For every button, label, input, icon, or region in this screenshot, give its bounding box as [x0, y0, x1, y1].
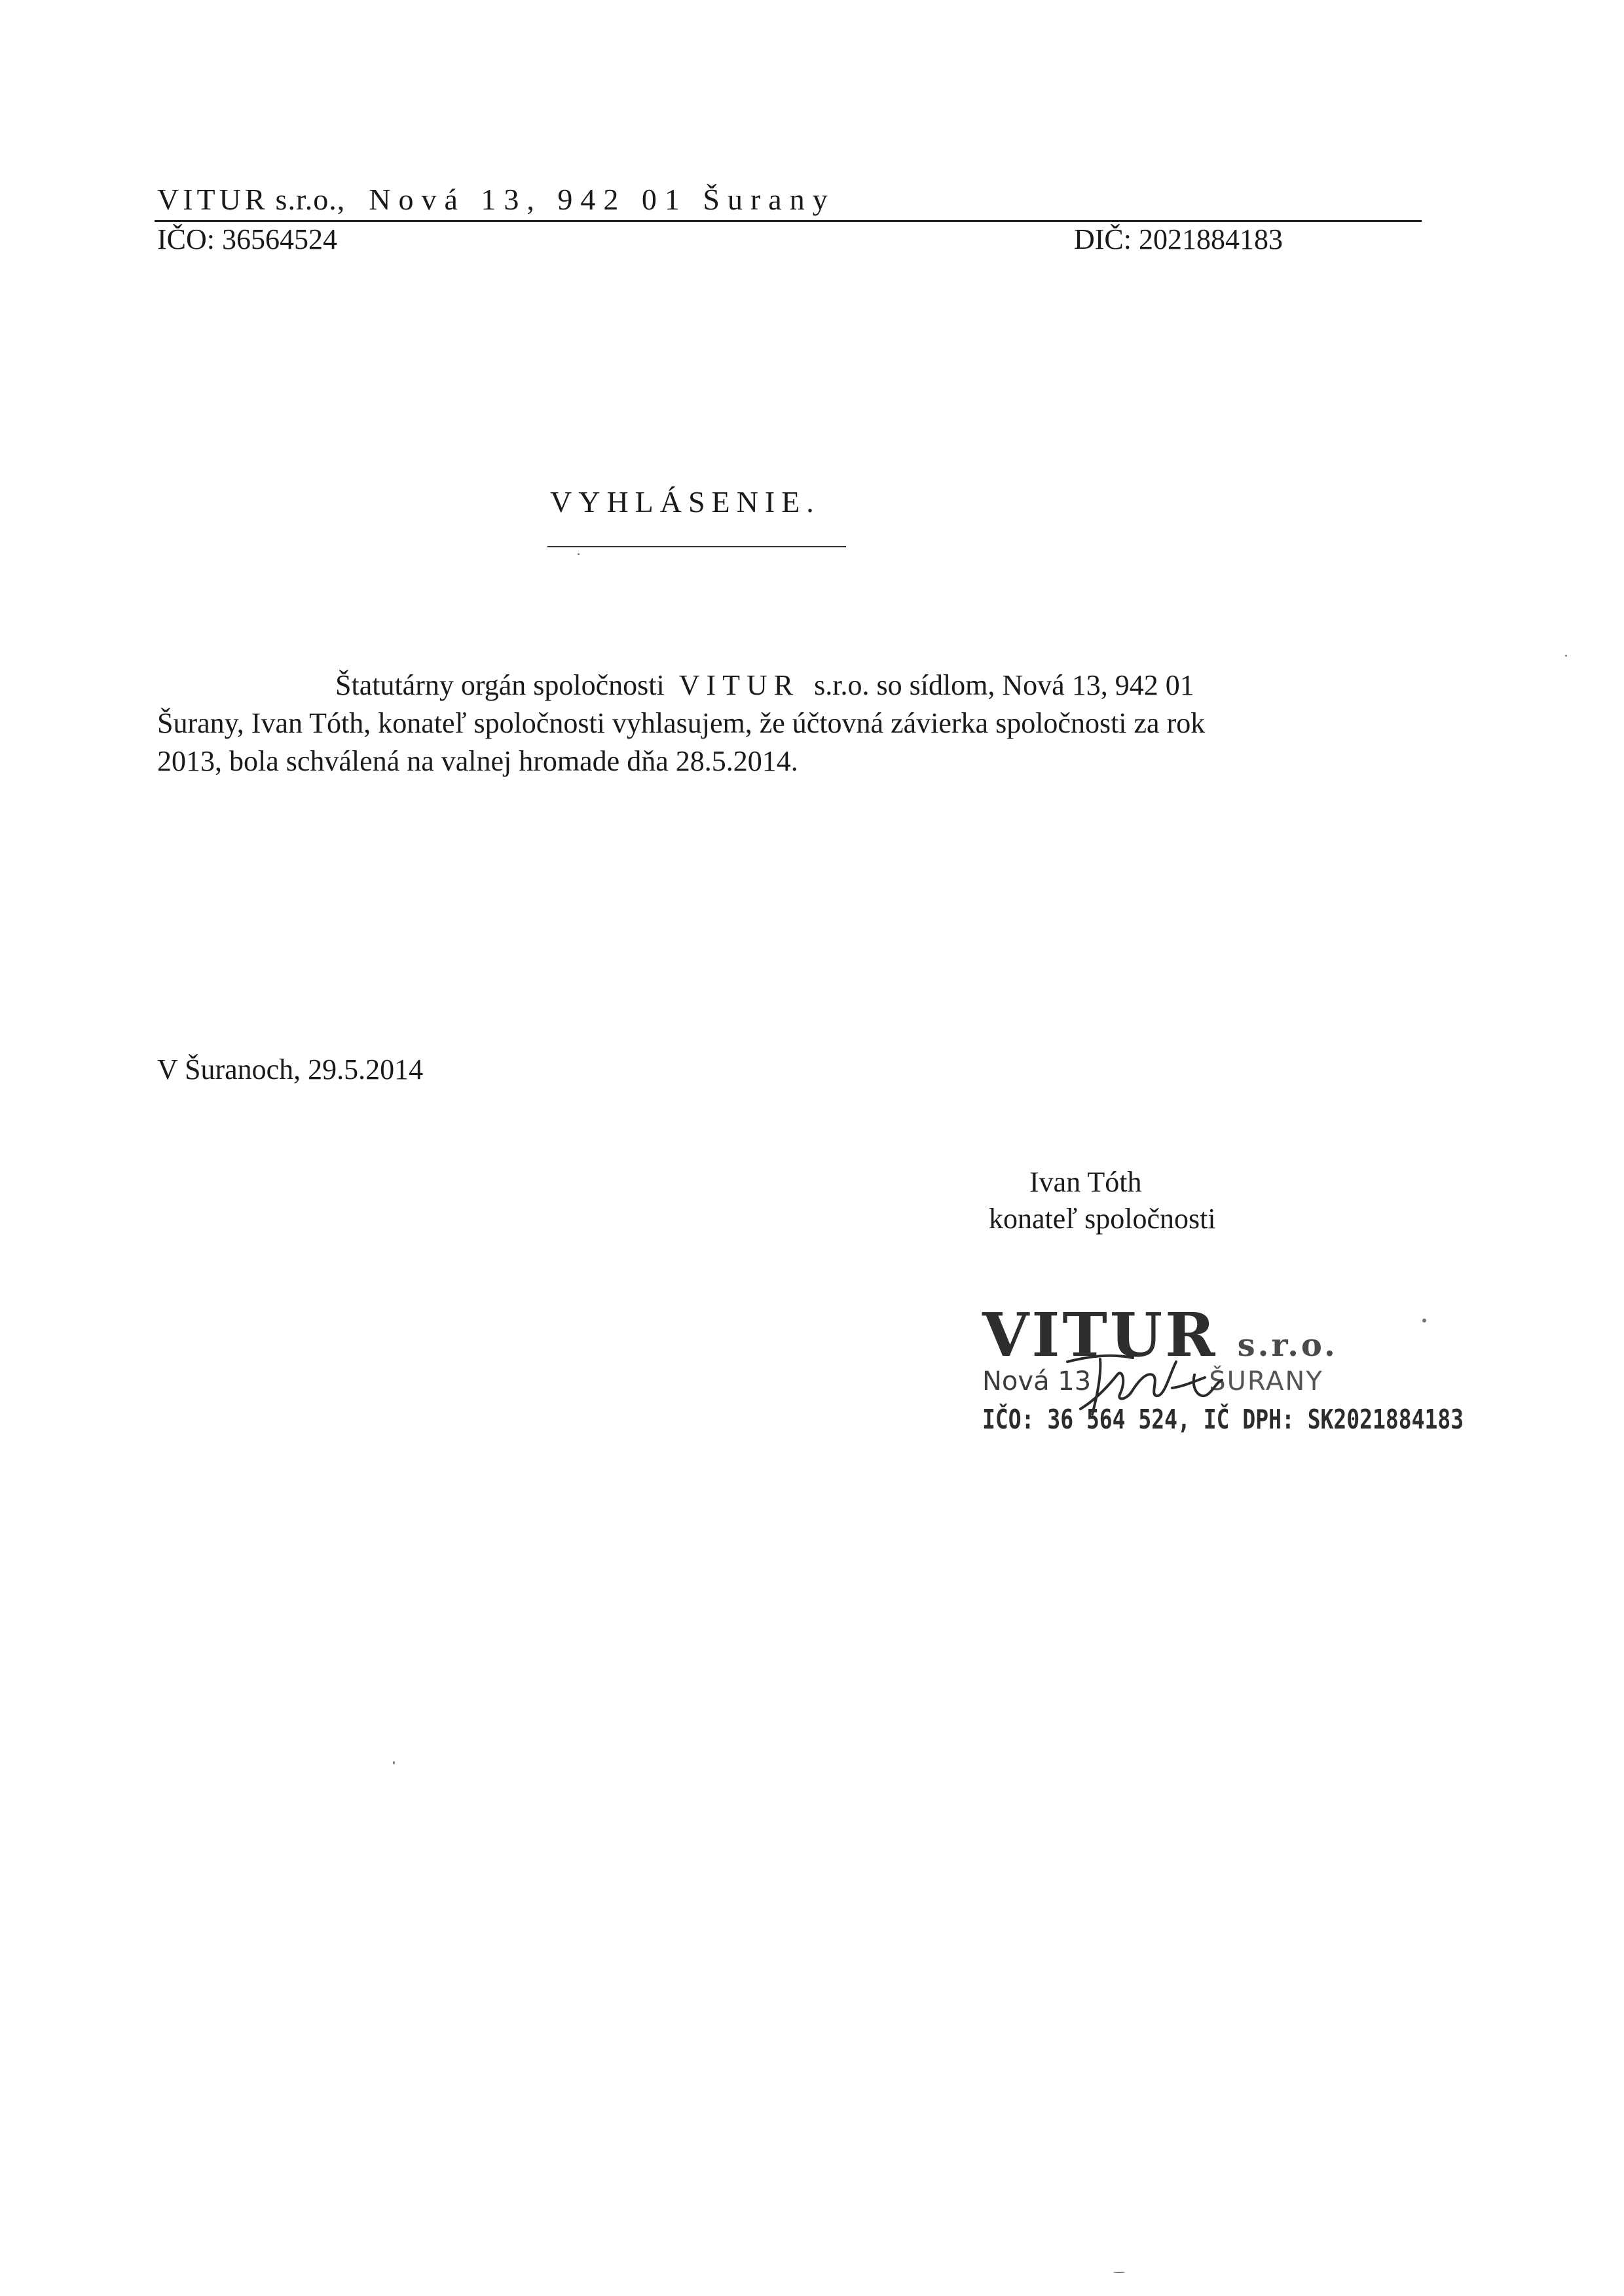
signatory-name: Ivan Tóth: [1029, 1166, 1142, 1198]
letterhead-dic: DIČ: 2021884183: [1074, 223, 1283, 255]
scan-speck: [1565, 655, 1567, 657]
stamp-street: Nová 13: [982, 1366, 1092, 1396]
handwritten-signature: [1054, 1349, 1251, 1421]
scan-speck: [1113, 2272, 1125, 2273]
scan-speck: [393, 1761, 395, 1764]
scan-speck: [578, 553, 580, 555]
letterhead-ico: IČO: 36564524: [157, 223, 337, 255]
document-title: VYHLÁSENIE.: [550, 485, 821, 519]
stamp-city: ŠURANY: [1209, 1366, 1323, 1396]
scan-speck: [1422, 1319, 1426, 1322]
paragraph-line-1-start: Štatutárny orgán spoločnosti: [335, 669, 665, 701]
paragraph-line-1-end: s.r.o. so sídlom, Nová 13, 942 01: [814, 669, 1194, 701]
stamp-ids: IČO: 36 564 524, IČ DPH: SK2021884183: [982, 1403, 1464, 1435]
place-and-date: V Šuranoch, 29.5.2014: [157, 1053, 424, 1085]
paragraph-line-3: 2013, bola schválená na valnej hromade dňa 28.5.2014.: [157, 745, 798, 777]
declaration-paragraph: [157, 666, 1401, 780]
letterhead-legal-form: s.r.o.,: [275, 183, 346, 216]
signatory-role: konateľ spoločnosti: [989, 1203, 1216, 1235]
paragraph-line-1: [157, 666, 1401, 704]
paragraph-line-2: Šurany, Ivan Tóth, konateľ spoločnosti vyhlasujem, že účtovná závierka spoločnosti za rok: [157, 707, 1206, 739]
stamp-company-name: VITUR: [982, 1300, 1218, 1370]
letterhead-divider: [155, 220, 1422, 222]
letterhead-company-name: VITUR: [157, 183, 269, 216]
title-underline: [547, 546, 846, 547]
letterhead-company-line: [157, 182, 836, 217]
paragraph-company-name: VITUR: [678, 669, 800, 701]
stamp-legal-form: s.r.o.: [1237, 1327, 1338, 1364]
letterhead-address: Nová 13, 942 01 Šurany: [369, 183, 836, 216]
